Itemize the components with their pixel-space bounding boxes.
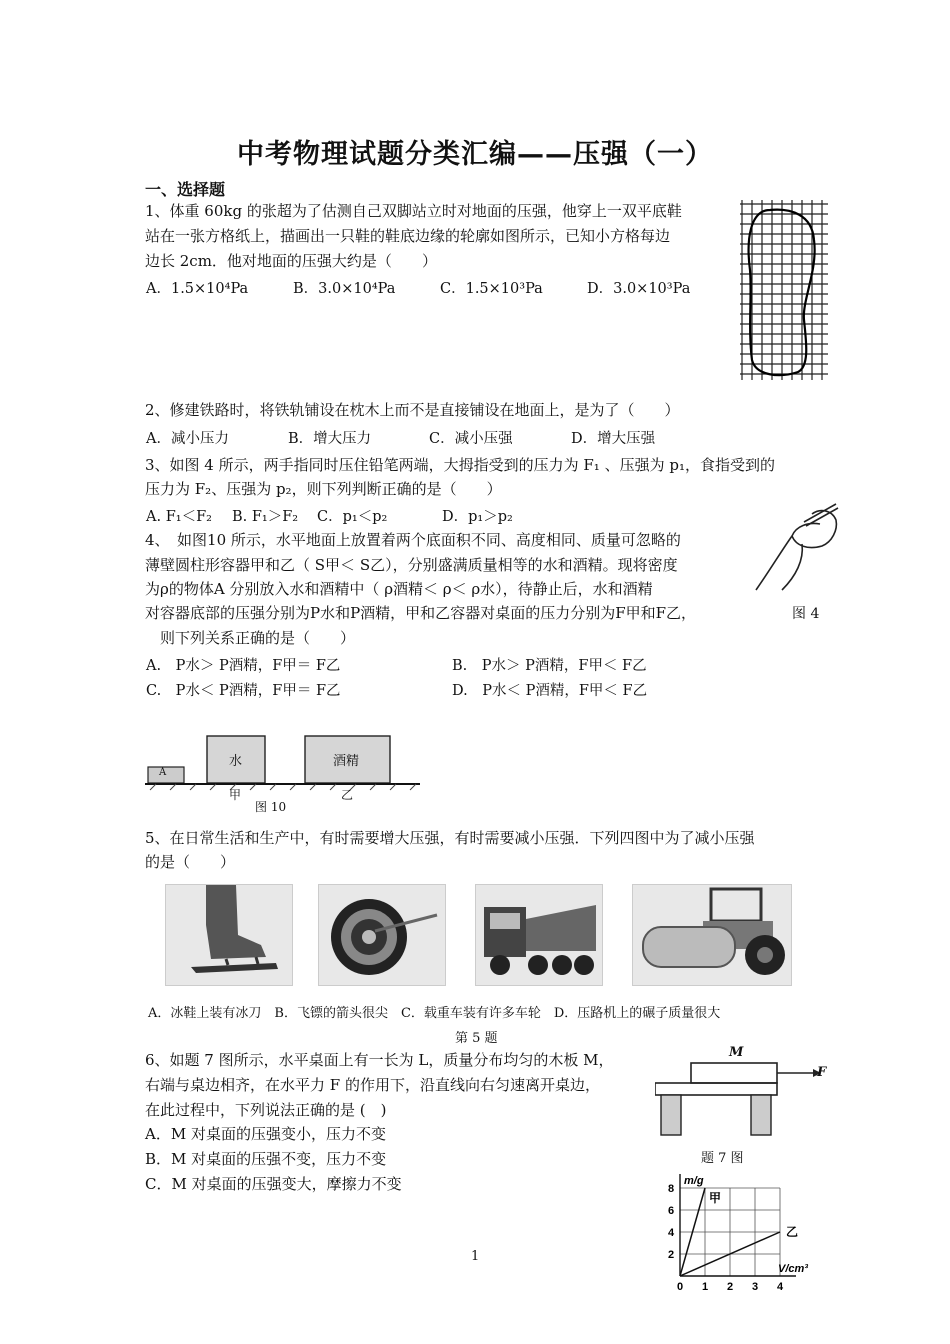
q3-line-2: 压力为 F₂、压强为 p₂，则下列判断正确的是（ ） — [145, 480, 502, 498]
x-tick-label: 3 — [752, 1281, 759, 1293]
q1-line-3: 边长 2cm．他对地面的压强大约是（ ） — [145, 252, 437, 270]
q6-option-b: B．M 对桌面的压强不变，压力不变 — [145, 1150, 387, 1168]
q5-line-1: 5、在日常生活和生产中，有时需要增大压强，有时需要减小压强．下列四图中为了减小压强 — [145, 829, 755, 847]
y-tick-label: 8 — [668, 1183, 675, 1195]
figure-4-label: 图 4 — [792, 606, 820, 622]
y-tick-label: 2 — [668, 1249, 675, 1261]
x-tick-label: 0 — [677, 1281, 684, 1293]
q4-line-1: 4、 如图10 所示，水平地面上放置着两个底面积不同、高度相同、质量可忽略的 — [145, 531, 681, 549]
water-label: 水 — [229, 754, 243, 769]
q1-option-c: C．1.5×10³Pa — [440, 281, 543, 297]
y-tick-label: 4 — [668, 1227, 675, 1239]
q1-option-d: D．3.0×10³Pa — [587, 281, 691, 297]
truck-image — [475, 884, 603, 986]
block-a-label: A — [159, 767, 167, 778]
q2-option-d: D．增大压强 — [571, 431, 656, 447]
chart-axes — [680, 1174, 799, 1276]
chart-grid — [680, 1188, 780, 1276]
series-label: 甲 — [709, 1191, 722, 1205]
q5-captions: A．冰鞋上装有冰刀 B．飞镖的箭头很尖 C．载重车装有许多车轮 D．压路机上的碾子质量很大 — [148, 1006, 721, 1021]
q6-line-2: 右端与桌边相齐，在水平力 F 的作用下，沿直线向右匀速离开桌边， — [145, 1076, 600, 1094]
container-yi-label: 乙 — [341, 788, 354, 802]
figure-10-label: 图 10 — [255, 800, 287, 814]
q2-option-b: B．增大压力 — [288, 431, 372, 447]
q4-option-b: B. P水＞ P酒精，F甲＜ F乙 — [452, 658, 647, 674]
shoe-grid-figure — [740, 200, 828, 380]
x-tick-label: 1 — [702, 1281, 709, 1293]
ice-skate-image — [165, 884, 293, 986]
q1-line-1: 1、体重 60kg 的张超为了估测自己双脚站立时对地面的压强，他穿上一双平底鞋 — [145, 202, 682, 220]
q4-line-4: 对容器底部的压强分别为P水和P酒精，甲和乙容器对桌面的压力分别为F甲和F乙， — [145, 604, 697, 622]
x-tick-label: 2 — [727, 1281, 734, 1293]
q4-option-a: A. P水＞ P酒精，F甲＝ F乙 — [146, 658, 341, 674]
q2-option-a: A．减小压力 — [146, 431, 229, 447]
page-number: 1 — [471, 1249, 480, 1264]
q6-line-1: 6、如题 7 图所示，水平桌面上有一长为 L，质量分布均匀的木板 M， — [145, 1051, 614, 1069]
q5-line-2: 的是（ ） — [145, 853, 236, 871]
board-table-drawing — [655, 1045, 835, 1140]
q1-option-b: B．3.0×10⁴Pa — [293, 281, 396, 297]
q4-line-2: 薄壁圆柱形容器甲和乙（ S甲＜ S乙），分别盛满质量相等的水和酒精。现将密度 — [145, 556, 678, 574]
q3-option-b: B. F₁＞F₂ — [232, 509, 299, 525]
q6-line-3: 在此过程中，下列说法正确的是 ( ) — [145, 1101, 387, 1119]
container-jia-label: 甲 — [229, 788, 242, 802]
road-roller-image — [632, 884, 792, 986]
q4-option-c: C. P水＜ P酒精，F甲＝ F乙 — [146, 683, 341, 699]
figure-10 — [145, 730, 425, 815]
section-heading: 一、选择题 — [145, 180, 226, 199]
hand-pencil-figure — [752, 500, 852, 595]
mass-volume-chart — [655, 1168, 830, 1296]
q4-line-3: 为ρ的物体A 分别放入水和酒精中（ ρ酒精＜ ρ＜ ρ水），待静止后，水和酒精 — [145, 580, 653, 598]
q3-option-a: A. F₁＜F₂ — [146, 509, 212, 525]
x-axis-label: V/cm³ — [778, 1263, 808, 1275]
q4-option-d: D. P水＜ P酒精，F甲＜ F乙 — [452, 683, 648, 699]
q6-option-c: C．M 对桌面的压强变大，摩擦力不变 — [145, 1175, 402, 1193]
alcohol-label: 酒精 — [333, 754, 360, 769]
force-f-label: F — [817, 1065, 827, 1080]
q2-line: 2、修建铁路时，将铁轨铺设在枕木上而不是直接铺设在地面上，是为了（ ） — [145, 401, 680, 419]
q1-option-a: A．1.5×10⁴Pa — [146, 281, 249, 297]
figure-7 — [655, 1045, 835, 1165]
q3-line-1: 3、如图 4 所示，两手指同时压住铅笔两端，大拇指受到的压力为 F₁ 、压强为 p₁，食指受到的 — [145, 456, 775, 474]
series-label: 乙 — [786, 1225, 799, 1239]
dart-image — [318, 884, 446, 986]
board-m-label: M — [729, 1045, 744, 1060]
y-axis-label: m/g — [684, 1175, 704, 1187]
q2-option-c: C．减小压强 — [429, 431, 513, 447]
y-tick-label: 6 — [668, 1205, 675, 1217]
q4-line-5: 则下列关系正确的是（ ） — [145, 629, 356, 647]
page-title: 中考物理试题分类汇编——压强（一） — [237, 139, 713, 170]
q6-option-a: A．M 对桌面的压强变小，压力不变 — [145, 1125, 386, 1143]
q3-option-d: D．p₁＞p₂ — [442, 509, 513, 525]
x-tick-label: 4 — [777, 1281, 784, 1293]
q1-line-2: 站在一张方格纸上，描画出一只鞋的鞋底边缘的轮廓如图所示，已知小方格每边 — [145, 227, 671, 245]
q5-label: 第 5 题 — [455, 1031, 498, 1046]
q3-option-c: C．p₁＜p₂ — [317, 509, 388, 525]
figure-7-label: 题 7 图 — [701, 1151, 744, 1166]
